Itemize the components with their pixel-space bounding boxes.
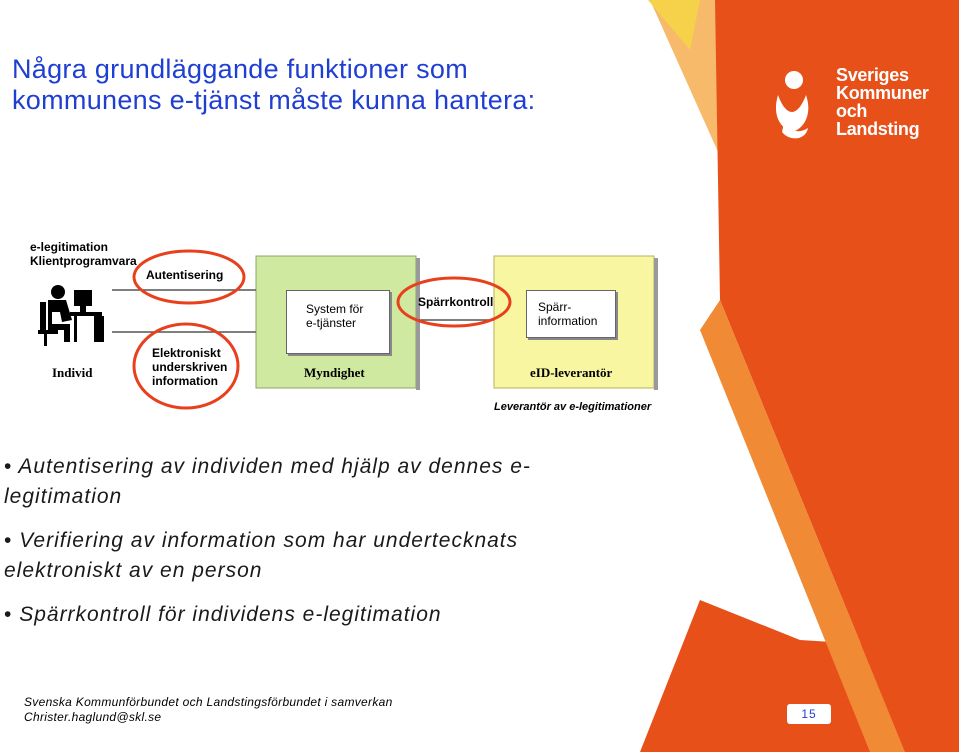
sparrkontroll-label: Spärrkontroll	[418, 295, 494, 309]
title-line-2: kommunens e-tjänst måste kunna hantera:	[12, 85, 536, 115]
system-line-1: System för	[306, 302, 364, 316]
bullet-2-line-2: elektroniskt av en person	[4, 559, 263, 582]
signed-line-3: information	[152, 374, 218, 388]
myndighet-label: Myndighet	[304, 365, 365, 380]
bullet-2-line-1: Verifiering av information som har undertecknats	[19, 529, 519, 552]
autentisering-label: Autentisering	[146, 268, 224, 282]
sparr-line-2: information	[538, 314, 598, 328]
signed-line-1: Elektroniskt	[152, 346, 221, 360]
bullet-verifiering	[4, 526, 704, 586]
page-number: 15	[787, 704, 831, 724]
e-legitimation-diagram	[22, 232, 670, 420]
slide-title	[12, 54, 632, 116]
bullet-1-line-2: legitimation	[4, 485, 123, 508]
logo-line-3: och Landsting	[836, 101, 920, 139]
leverantor-label: Leverantör av e-legitimationer	[494, 401, 652, 413]
bullet-list	[4, 452, 704, 644]
individ-label: Individ	[52, 365, 93, 380]
bullet-sparrkontroll	[4, 600, 704, 630]
eid-label: eID-leverantör	[530, 365, 613, 380]
footer	[24, 695, 624, 725]
logo-line-2: Kommuner	[836, 83, 929, 103]
footer-email: Christer.haglund@skl.se	[24, 710, 162, 724]
bullet-3-line-1: Spärrkontroll för individens e-legitimation	[19, 603, 442, 626]
person-computer-icon	[38, 285, 104, 346]
client-label-line-1: e-legitimation	[30, 240, 109, 254]
footer-org: Svenska Kommunförbundet och Landstingsförbundet i samverkan	[24, 695, 393, 709]
client-label-line-2: Klientprogramvara	[30, 254, 137, 268]
bullet-autentisering	[4, 452, 704, 512]
signed-info-label	[152, 346, 227, 388]
logo-line-1: Sveriges	[836, 65, 909, 85]
system-line-2: e-tjänster	[306, 316, 357, 330]
logo-wordmark	[836, 66, 954, 138]
system-label	[306, 302, 363, 330]
title-line-1: Några grundläggande funktioner som	[12, 54, 468, 84]
signed-line-2: underskriven	[152, 360, 228, 374]
bullet-dot: •	[4, 455, 13, 478]
client-software-label	[30, 240, 137, 268]
bullet-dot: •	[4, 603, 13, 626]
sparr-line-1: Spärr-	[538, 300, 572, 314]
bullet-1-line-1: Autentisering av individen med hjälp av dennes e-	[18, 455, 531, 478]
sparr-info-label	[538, 300, 597, 328]
bullet-dot: •	[4, 529, 13, 552]
